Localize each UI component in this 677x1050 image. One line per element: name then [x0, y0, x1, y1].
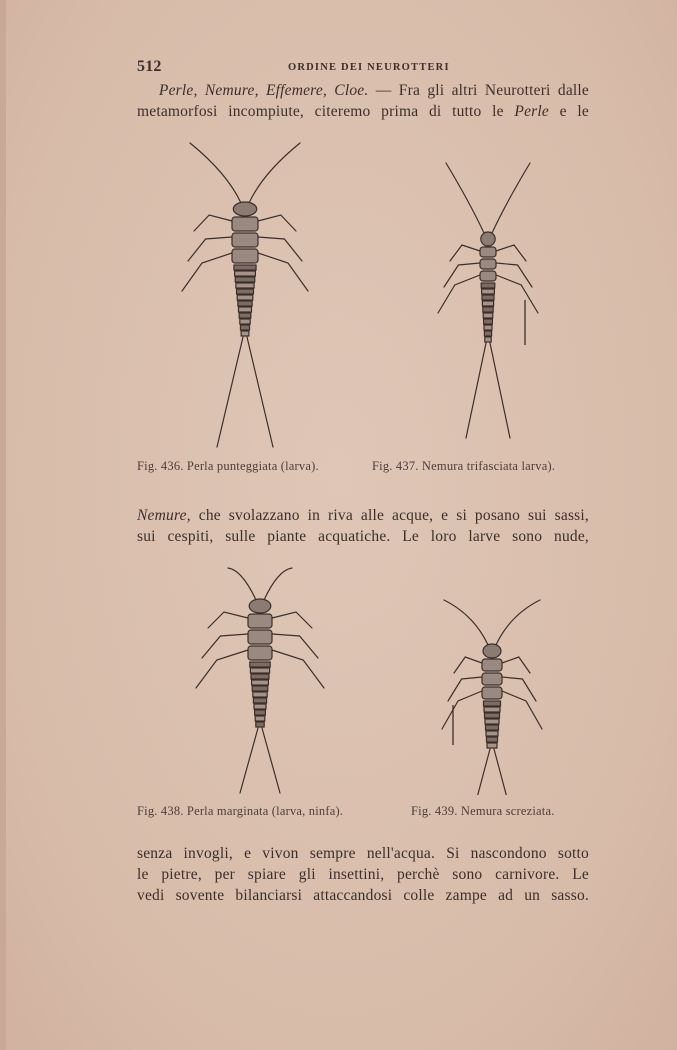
insect-drawing: [182, 143, 308, 447]
running-head: ORDINE DEI NEUROTTERI: [288, 62, 450, 73]
caption-fig-437: Fig. 437. Nemura trifasciata larva).: [372, 459, 556, 473]
text: che svolazzano in riva alle acque, e si posano sui sassi,: [190, 507, 589, 524]
italic-term: Perle: [514, 103, 549, 120]
text: e le: [549, 103, 589, 120]
paragraph3-line2: le pietre, per spiare gli insettini, perchè sono carnivore. Le: [137, 866, 589, 883]
insect-drawing: [196, 568, 324, 793]
figure-437-nemura-illustration: [420, 155, 550, 455]
caption-fig-438: Fig. 438. Perla marginata (larva, ninfa).: [137, 804, 344, 818]
text: metamorfosi incompiute, citeremo prima di tutto le: [137, 103, 515, 120]
paragraph2-line1: [137, 507, 589, 525]
paragraph1-line1: [137, 82, 589, 100]
section-title: Perle, Nemure, Effemere, Cloe.: [158, 82, 369, 99]
caption-fig-436: Fig. 436. Perla punteggiata (larva).: [137, 459, 319, 473]
italic-term: Nemure,: [137, 507, 191, 524]
text: — Fra gli altri Neurotteri dalle: [368, 82, 589, 99]
caption-fig-439: Fig. 439. Nemura screziata.: [411, 804, 555, 818]
insect-drawing: [438, 163, 538, 438]
figure-439-nemura-screziata-illustration: [430, 595, 560, 795]
page-edge: [0, 0, 6, 1050]
figure-438-perla-marginata-illustration: [190, 560, 330, 795]
figure-436-perla-illustration: [170, 135, 320, 455]
page-number: 512: [137, 58, 162, 75]
insect-drawing: [442, 600, 542, 795]
paragraph3-line1: senza invogli, e vivon sempre nell'acqua. Si nascondono sotto: [137, 845, 589, 862]
paragraph1-line2: [137, 103, 589, 121]
paragraph2-line2: sui cespiti, sulle piante acquatiche. Le loro larve sono nude,: [137, 528, 589, 545]
paragraph3-line3: vedi sovente bilanciarsi attaccandosi colle zampe ad un sasso.: [137, 887, 589, 904]
